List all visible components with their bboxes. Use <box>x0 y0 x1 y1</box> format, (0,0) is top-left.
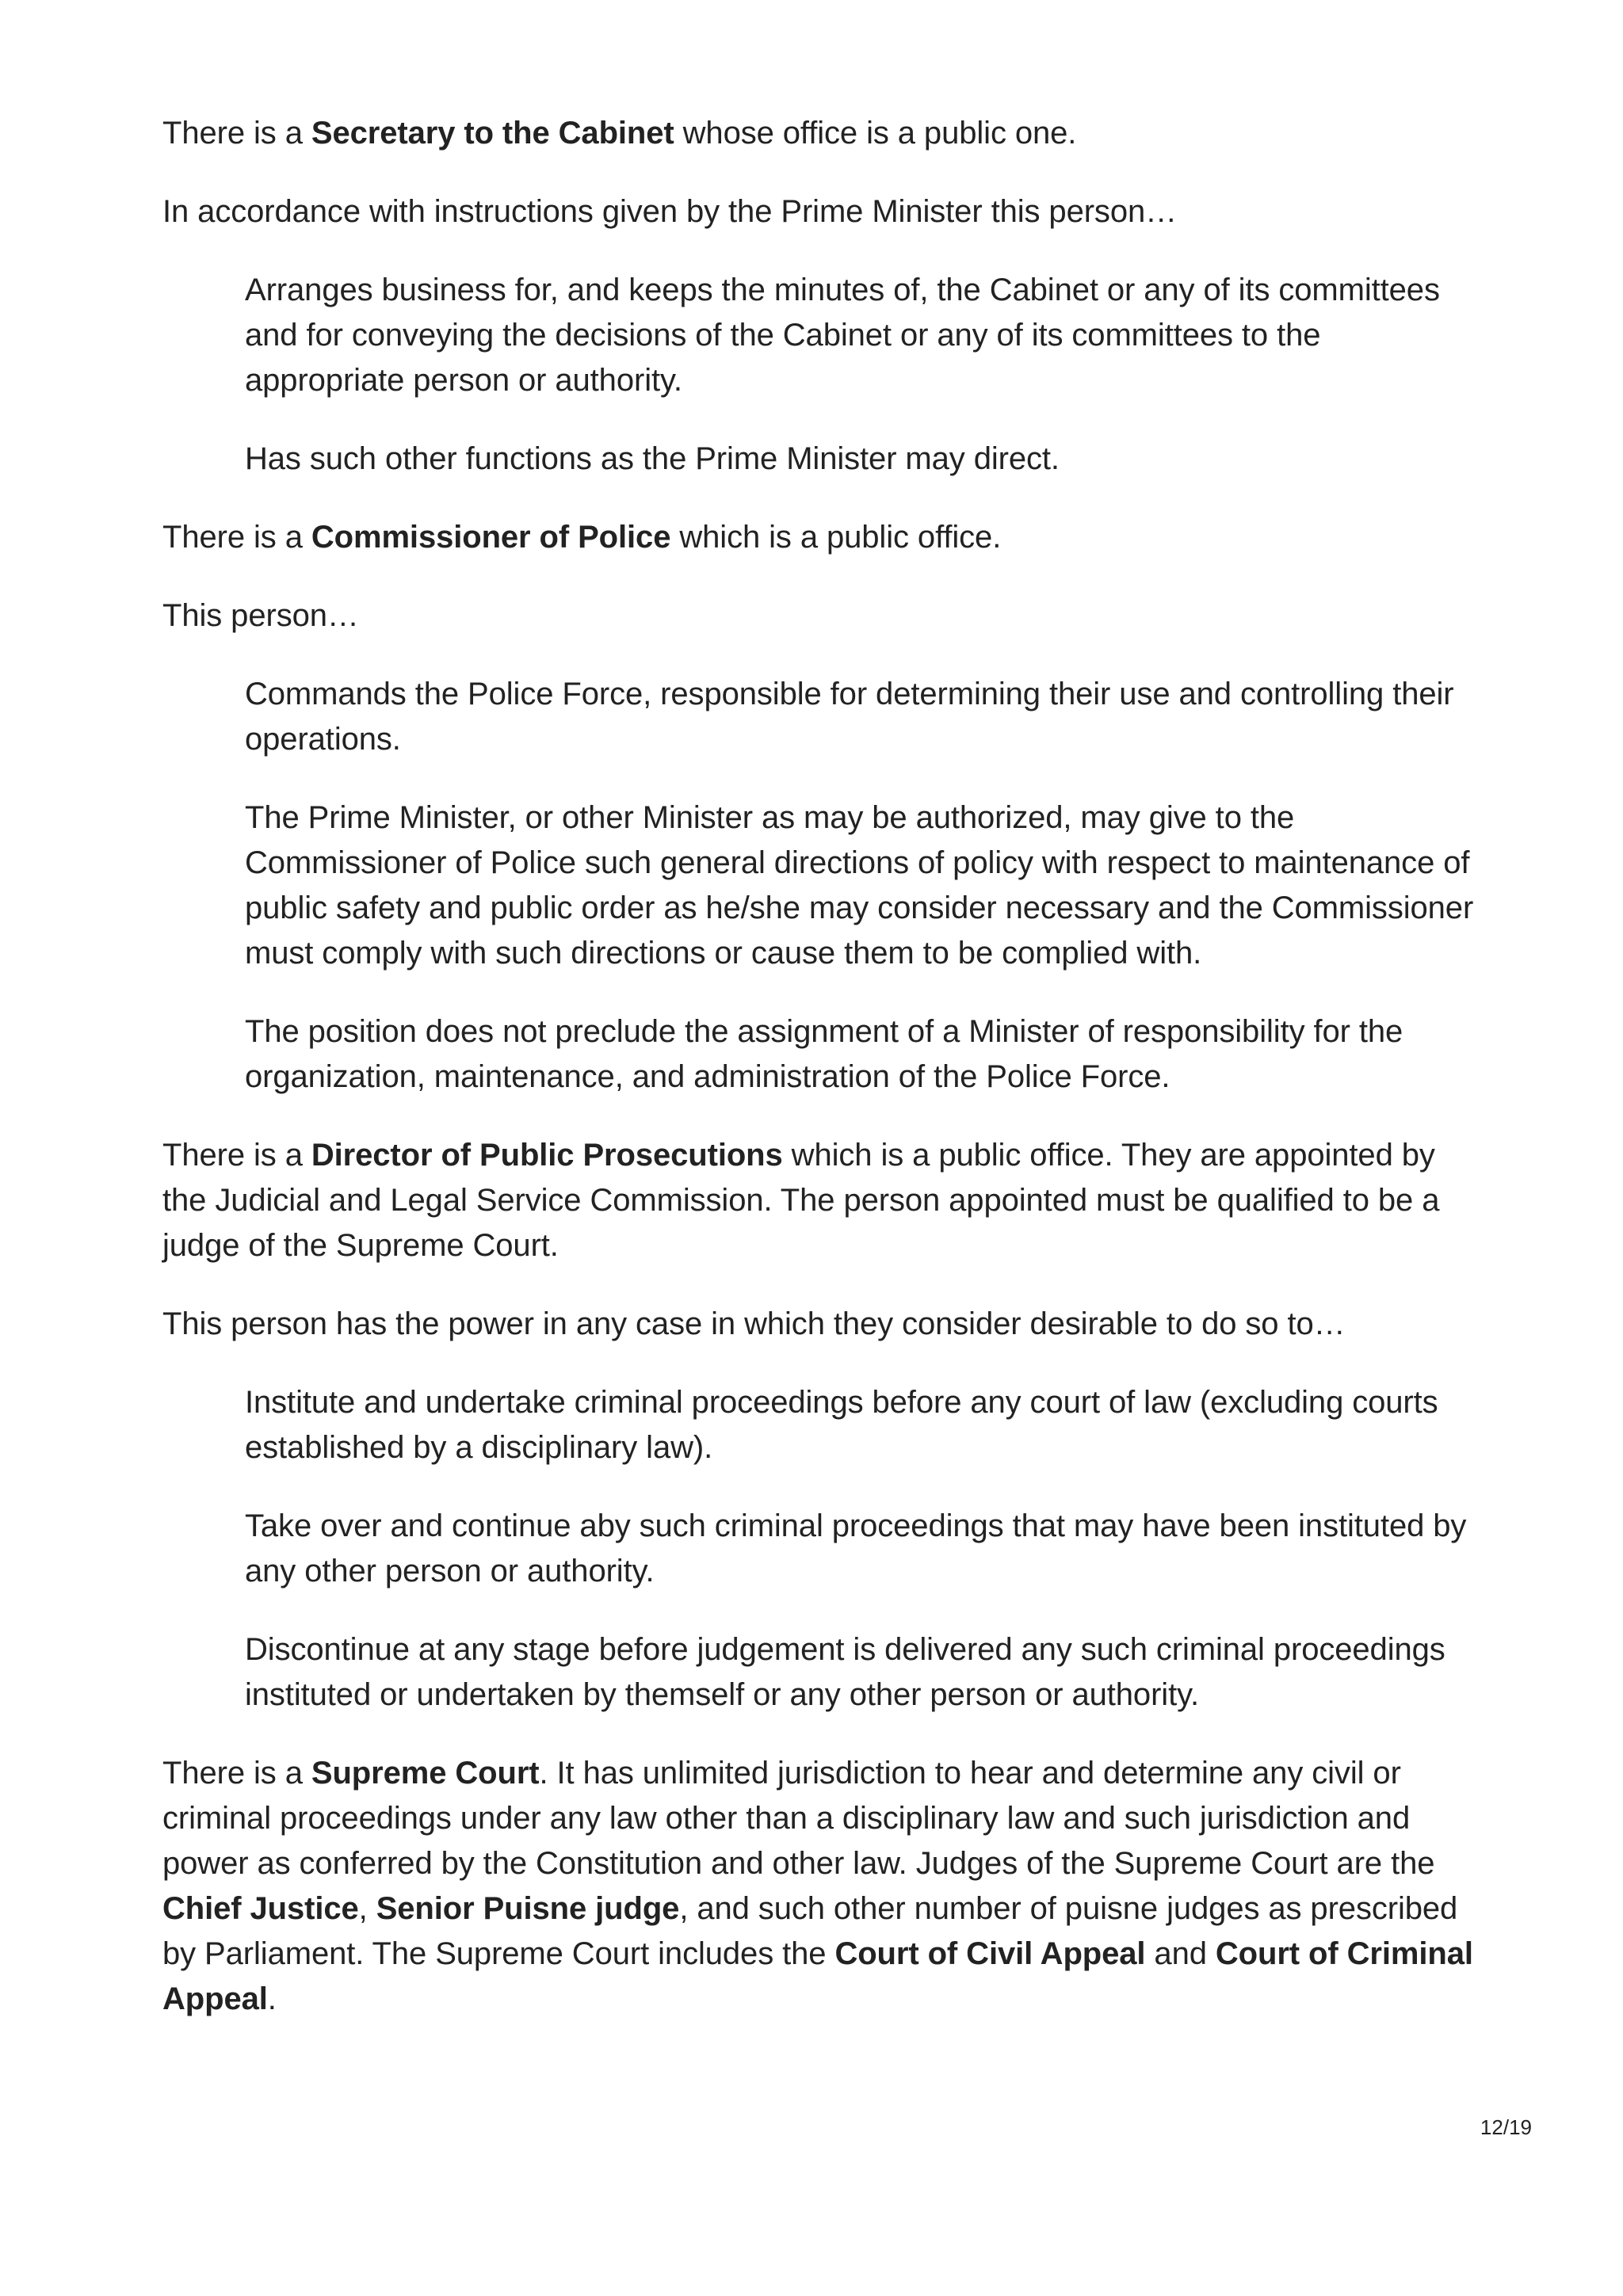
indented-paragraph-cabinet-business: Arranges business for, and keeps the minutes of, the Cabinet or any of its committees and for conveying the decisions of the Cabinet or any of its committees to the appropriate person or authority. <box>245 273 1440 398</box>
paragraph-director-powers-intro: This person has the power in any case in which they consider desirable to do so to… <box>162 1306 1346 1341</box>
page-number: 12/19 <box>1480 2115 1532 2139</box>
indented-paragraph-discontinue-proceedings: Discontinue at any stage before judgement is delivered any such criminal proceedings instituted or undertaken by themself or any other person or authority. <box>245 1632 1445 1712</box>
paragraph-director-prosecutions: There is a Director of Public Prosecutions which is a public office. They are appointed by the Judicial and Legal Service Commission. The person appointed must be qualified to be a judge of the Supreme Court. <box>162 1138 1440 1263</box>
paragraph-supreme-court: There is a Supreme Court. It has unlimited jurisdiction to hear and determine any civil or criminal proceedings under any law other than a disciplinary law and such jurisdiction and power as conferred by the Constitution and other law. Judges of the Supreme Court are the Chief Justice, Senior Puisne judge, and such other number of puisne judges as prescribed by Parliament. The Supreme Court includes the Court of Civil Appeal and Court of Criminal Appeal. <box>162 1756 1473 2016</box>
term-secretary-to-the-cabinet: Secretary to the Cabinet <box>311 116 674 151</box>
term-court-of-civil-appeal: Court of Civil Appeal <box>834 1936 1146 1971</box>
term-commissioner-of-police: Commissioner of Police <box>311 520 671 555</box>
paragraph-commissioner-police: There is a Commissioner of Police which is a public office. <box>162 520 1002 555</box>
document-page <box>162 111 1478 2055</box>
indented-paragraph-take-over-proceedings: Take over and continue aby such criminal proceedings that may have been instituted by any other person or authority. <box>245 1508 1467 1589</box>
term-director-of-public-prosecutions: Director of Public Prosecutions <box>311 1138 783 1173</box>
indented-paragraph-other-functions: Has such other functions as the Prime Minister may direct. <box>245 441 1060 476</box>
term-supreme-court: Supreme Court <box>311 1756 540 1791</box>
indented-paragraph-commands-police: Commands the Police Force, responsible for determining their use and controlling their operations. <box>245 677 1454 757</box>
term-senior-puisne-judge: Senior Puisne judge <box>376 1891 680 1926</box>
paragraph-secretary-cabinet: There is a Secretary to the Cabinet whose office is a public one. <box>162 116 1077 151</box>
term-chief-justice: Chief Justice <box>162 1891 359 1926</box>
term-court-of-criminal-appeal: Court of Criminal Appeal <box>162 1936 1473 2016</box>
indented-paragraph-policy-directions: The Prime Minister, or other Minister as may be authorized, may give to the Commissioner of Police such general directions of policy with respect to maintenance of public safety and public order as he/she may consider necessary and the Commissioner must comply with such directions or cause them to be complied with. <box>245 800 1474 971</box>
indented-paragraph-minister-responsibility: The position does not preclude the assignment of a Minister of responsibility for the organization, maintenance, and administration of the Police Force. <box>245 1014 1403 1094</box>
paragraph-commissioner-intro: This person… <box>162 598 359 633</box>
paragraph-secretary-intro: In accordance with instructions given by the Prime Minister this person… <box>162 194 1178 229</box>
indented-paragraph-institute-proceedings: Institute and undertake criminal proceedings before any court of law (excluding courts established by a disciplinary law). <box>245 1385 1438 1465</box>
